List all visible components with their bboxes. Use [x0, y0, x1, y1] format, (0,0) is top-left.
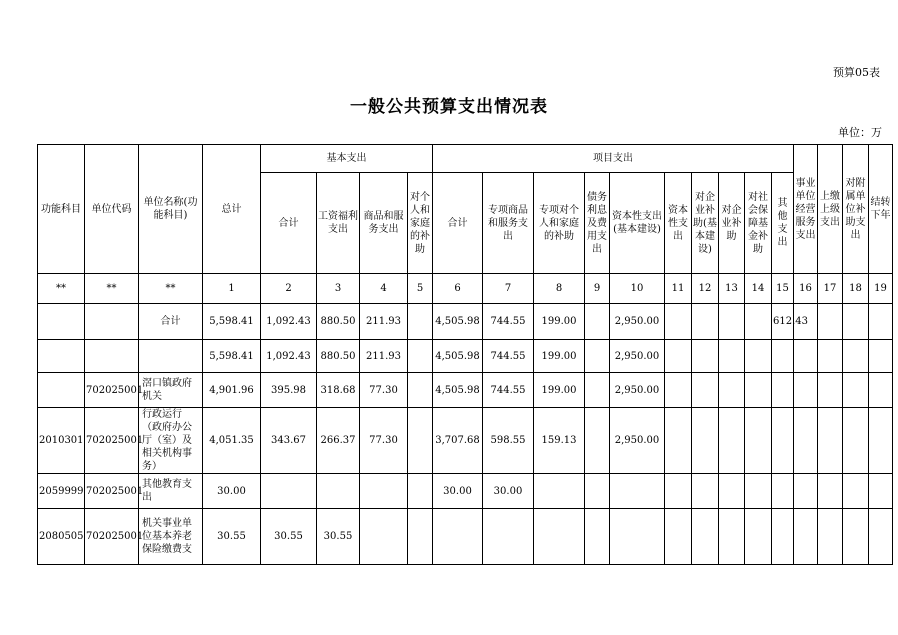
amount-cell: [772, 474, 794, 509]
amount-cell: 2,950.00: [610, 408, 665, 474]
amount-cell: [483, 509, 534, 565]
unit-code-cell: 702025001: [85, 474, 139, 509]
form-number: 预算05表: [833, 66, 880, 79]
amount-cell: [818, 340, 843, 373]
unit-name-cell: [139, 340, 203, 373]
amount-cell: [585, 474, 610, 509]
amount-cell: [719, 474, 745, 509]
amount-cell: [745, 373, 772, 408]
index-cell: 14: [745, 274, 772, 304]
amount-cell: [818, 408, 843, 474]
amount-cell: [794, 474, 818, 509]
amount-cell: [585, 304, 610, 340]
amount-cell: 612.43: [772, 304, 794, 340]
amount-cell: 2,950.00: [610, 340, 665, 373]
amount-cell: 744.55: [483, 304, 534, 340]
func-code-cell: [38, 340, 85, 373]
amount-cell: 77.30: [360, 408, 408, 474]
amount-cell: [719, 509, 745, 565]
amount-cell: [692, 373, 719, 408]
amount-cell: 5,598.41: [203, 340, 261, 373]
amount-cell: [408, 474, 433, 509]
amount-cell: [772, 373, 794, 408]
amount-cell: 199.00: [534, 304, 585, 340]
amount-cell: [843, 474, 869, 509]
amount-cell: [665, 373, 692, 408]
unit-name-cell: 滘口镇政府机关: [139, 373, 203, 408]
unit-name-cell: 行政运行（政府办公厅（室）及相关机构事务）: [139, 408, 203, 474]
header-project-group: 项目支出: [433, 145, 794, 173]
amount-cell: 318.68: [317, 373, 360, 408]
amount-cell: 4,901.96: [203, 373, 261, 408]
table-row: [38, 304, 893, 340]
amount-cell: [534, 509, 585, 565]
index-cell: 11: [665, 274, 692, 304]
amount-cell: 30.55: [203, 509, 261, 565]
index-cell: 9: [585, 274, 610, 304]
unit-name-cell: 其他教育支出: [139, 474, 203, 509]
header-unit-code: 单位代码: [85, 145, 139, 274]
amount-cell: [843, 373, 869, 408]
unit-name-cell: 合计: [139, 304, 203, 340]
amount-cell: [665, 509, 692, 565]
amount-cell: [794, 373, 818, 408]
amount-cell: [843, 408, 869, 474]
amount-cell: [818, 474, 843, 509]
amount-cell: [794, 340, 818, 373]
index-cell: 10: [610, 274, 665, 304]
amount-cell: 30.00: [203, 474, 261, 509]
table-row: [38, 340, 893, 373]
header-carry: 结转下年: [869, 145, 893, 274]
index-cell: 8: [534, 274, 585, 304]
index-cell: 3: [317, 274, 360, 304]
amount-cell: [794, 408, 818, 474]
amount-cell: [408, 304, 433, 340]
amount-cell: 744.55: [483, 340, 534, 373]
amount-cell: [869, 373, 893, 408]
amount-cell: [317, 474, 360, 509]
header-debt: 债务利息及费用支出: [585, 173, 610, 274]
amount-cell: [610, 509, 665, 565]
amount-cell: [772, 340, 794, 373]
amount-cell: [719, 304, 745, 340]
index-cell: 12: [692, 274, 719, 304]
amount-cell: [665, 474, 692, 509]
unit-code-cell: [85, 340, 139, 373]
amount-cell: 2,950.00: [610, 373, 665, 408]
amount-cell: 211.93: [360, 340, 408, 373]
unit-label: 单位：万: [838, 126, 882, 139]
header-wage: 工资福利支出: [317, 173, 360, 274]
func-code-cell: 2010301: [38, 408, 85, 474]
amount-cell: [408, 373, 433, 408]
func-code-cell: 2080505: [38, 509, 85, 565]
amount-cell: 1,092.43: [261, 304, 317, 340]
header-personal: 对个人和家庭的补助: [408, 173, 433, 274]
amount-cell: [692, 304, 719, 340]
amount-cell: [843, 509, 869, 565]
index-cell: 13: [719, 274, 745, 304]
amount-cell: [585, 509, 610, 565]
amount-cell: [585, 408, 610, 474]
index-cell: 7: [483, 274, 534, 304]
header-other: 其他支出: [772, 173, 794, 274]
amount-cell: 159.13: [534, 408, 585, 474]
amount-cell: 4,505.98: [433, 304, 483, 340]
func-code-cell: 2059999: [38, 474, 85, 509]
amount-cell: 4,505.98: [433, 373, 483, 408]
index-cell: 15: [772, 274, 794, 304]
amount-cell: 1,092.43: [261, 340, 317, 373]
index-cell: 2: [261, 274, 317, 304]
amount-cell: [534, 474, 585, 509]
index-cell: **: [38, 274, 85, 304]
index-cell: **: [85, 274, 139, 304]
amount-cell: [869, 474, 893, 509]
amount-cell: 4,505.98: [433, 340, 483, 373]
amount-cell: 395.98: [261, 373, 317, 408]
amount-cell: [692, 509, 719, 565]
amount-cell: [818, 509, 843, 565]
unit-code-cell: 702025001: [85, 509, 139, 565]
amount-cell: 211.93: [360, 304, 408, 340]
amount-cell: [360, 509, 408, 565]
func-code-cell: [38, 373, 85, 408]
amount-cell: [665, 408, 692, 474]
amount-cell: 880.50: [317, 340, 360, 373]
index-cell: 18: [843, 274, 869, 304]
header-social: 对社会保障基金补助: [745, 173, 772, 274]
amount-cell: [665, 340, 692, 373]
amount-cell: 199.00: [534, 340, 585, 373]
table-row: [38, 408, 893, 474]
amount-cell: [745, 408, 772, 474]
amount-cell: [869, 408, 893, 474]
amount-cell: [843, 304, 869, 340]
amount-cell: [869, 340, 893, 373]
amount-cell: [818, 304, 843, 340]
amount-cell: [408, 340, 433, 373]
amount-cell: 266.37: [317, 408, 360, 474]
amount-cell: 598.55: [483, 408, 534, 474]
unit-code-cell: [85, 304, 139, 340]
amount-cell: 30.00: [483, 474, 534, 509]
amount-cell: 744.55: [483, 373, 534, 408]
amount-cell: 77.30: [360, 373, 408, 408]
amount-cell: [719, 340, 745, 373]
page-title: 一般公共预算支出情况表: [350, 97, 548, 117]
header-goods: 商品和服务支出: [360, 173, 408, 274]
amount-cell: 4,051.35: [203, 408, 261, 474]
unit-code-cell: 702025001: [85, 408, 139, 474]
table-row: [38, 373, 893, 408]
amount-cell: [585, 373, 610, 408]
index-cell: 6: [433, 274, 483, 304]
amount-cell: 30.55: [261, 509, 317, 565]
header-capital-basic: 资本性支出(基本建设): [610, 173, 665, 274]
amount-cell: [692, 474, 719, 509]
amount-cell: 343.67: [261, 408, 317, 474]
amount-cell: [408, 408, 433, 474]
amount-cell: [408, 509, 433, 565]
amount-cell: [772, 509, 794, 565]
index-cell: 16: [794, 274, 818, 304]
amount-cell: [433, 509, 483, 565]
amount-cell: [869, 304, 893, 340]
amount-cell: 30.55: [317, 509, 360, 565]
header-total: 总计: [203, 145, 261, 274]
amount-cell: [261, 474, 317, 509]
index-cell: 1: [203, 274, 261, 304]
amount-cell: [610, 474, 665, 509]
func-code-cell: [38, 304, 85, 340]
header-proj-goods: 专项商品和服务支出: [483, 173, 534, 274]
amount-cell: [843, 340, 869, 373]
table-row: [38, 509, 893, 565]
amount-cell: [665, 304, 692, 340]
amount-cell: 2,950.00: [610, 304, 665, 340]
amount-cell: [360, 474, 408, 509]
header-func-code: 功能科目: [38, 145, 85, 274]
index-cell: **: [139, 274, 203, 304]
header-enterprise-basic: 对企业补助(基本建设): [692, 173, 719, 274]
unit-name-cell: 机关事业单位基本养老保险缴费支: [139, 509, 203, 565]
header-affiliated: 对附属单位补助支出: [843, 145, 869, 274]
budget-table: [37, 144, 893, 565]
index-cell: 17: [818, 274, 843, 304]
table-body: [38, 304, 893, 565]
amount-cell: 30.00: [433, 474, 483, 509]
index-cell: 5: [408, 274, 433, 304]
amount-cell: [745, 509, 772, 565]
amount-cell: 880.50: [317, 304, 360, 340]
header-upper: 上缴上级支出: [818, 145, 843, 274]
header-enterprise: 对企业补助: [719, 173, 745, 274]
amount-cell: [585, 340, 610, 373]
amount-cell: [794, 509, 818, 565]
table-row: [38, 474, 893, 509]
header-basic-group: 基本支出: [261, 145, 433, 173]
amount-cell: [745, 340, 772, 373]
amount-cell: [745, 474, 772, 509]
amount-cell: 3,707.68: [433, 408, 483, 474]
amount-cell: [719, 408, 745, 474]
amount-cell: [692, 408, 719, 474]
amount-cell: 5,598.41: [203, 304, 261, 340]
header-business: 事业单位经营服务支出: [794, 145, 818, 274]
header-basic-subtotal: 合计: [261, 173, 317, 274]
header-proj-subtotal: 合计: [433, 173, 483, 274]
amount-cell: [692, 340, 719, 373]
index-cell: 4: [360, 274, 408, 304]
amount-cell: 199.00: [534, 373, 585, 408]
unit-code-cell: 702025001: [85, 373, 139, 408]
header-capital: 资本性支出: [665, 173, 692, 274]
header-unit-name: 单位名称(功能科目): [139, 145, 203, 274]
amount-cell: [719, 373, 745, 408]
index-cell: 19: [869, 274, 893, 304]
amount-cell: [818, 373, 843, 408]
header-proj-personal: 专项对个人和家庭的补助: [534, 173, 585, 274]
amount-cell: [772, 408, 794, 474]
amount-cell: [869, 509, 893, 565]
amount-cell: [745, 304, 772, 340]
